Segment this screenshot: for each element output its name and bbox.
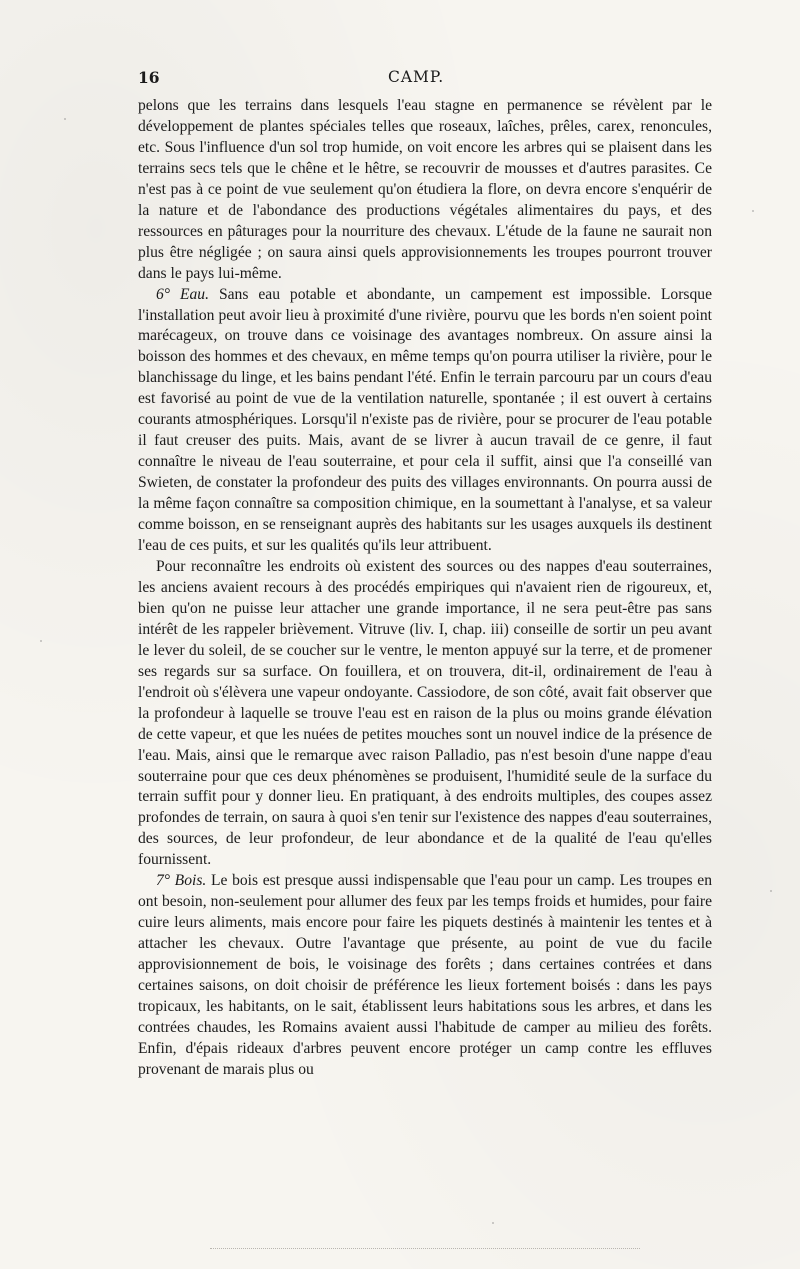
scan-speck bbox=[64, 118, 66, 120]
running-head: CAMP. bbox=[388, 68, 445, 86]
page-header bbox=[138, 68, 710, 94]
section-title-eau: 6° Eau. bbox=[156, 285, 209, 303]
paragraph-bois bbox=[138, 871, 712, 1081]
body-text bbox=[138, 96, 712, 1081]
paragraph-text: Le bois est presque aussi indispensable que l'eau pour un camp. Les troupes en ont besoin, non-seulement pour allumer des feux par les temps froids et humides, pour faire cuire leurs aliments, mais encore pour faire les piquets destinés à maintenir les tentes et à attacher les chevaux. Outre l'avantage que présente, au point de vue du facile approvisionnement de bois, le voisinage des forêts ; dans certaines contrées et dans certaines saisons, on doit choisir de préférence les lieux fortement boisés : dans les pays tropicaux, les habitants, on le sait, établissent leurs habitations sous les arbres, et dans les contrées chaudes, les Romains avaient aussi l'habitude de camper au milieu des forêts. Enfin, d'épais rideaux d'arbres peuvent encore protéger un camp contre les effluves provenant de marais plus ou bbox=[138, 872, 712, 1078]
scan-speck bbox=[752, 210, 754, 212]
paragraph-text: Sans eau potable et abondante, un campement est impossible. Lorsque l'installation peut avoir lieu à proximité d'une rivière, pourvu que les bords n'en soient point marécageux, on trouve dans ce voisinage des avantages nombreux. On assure ainsi la boisson des hommes et des chevaux, en même temps qu'on pourra utiliser la rivière, pour le blanchissage du linge, et les bains pendant l'été. Enfin le terrain parcouru par un cours d'eau est favorisé au point de vue de la ventilation naturelle, spontanée ; il est ouvert à certains courants atmosphériques. Lorsqu'il n'existe pas de rivière, pour se procurer de l'eau potable il faut creuser des puits. Mais, avant de se livrer à aucun travail de ce genre, il faut connaître le niveau de l'eau souterraine, et pour cela il suffit, ainsi que l'a conseillé van Swieten, de constater la profondeur des puits des villages environnants. On pourra aussi de la même façon connaître sa composition chimique, en la soumettant à l'analyse, et sa valeur comme boisson, en se renseignant auprès des habitants sur les usages auxquels ils destinent l'eau de ces puits, et sur les qualités qu'ils leur attribuent. bbox=[138, 285, 712, 555]
paragraph-sources bbox=[138, 557, 712, 871]
paragraph-text: pelons que les terrains dans lesquels l'eau stagne en permanence se révèlent par le développement de plantes spéciales telles que roseaux, laîches, prêles, carex, renoncules, etc. Sous l'influence d'un sol trop humide, on voit encore les arbres qui se plaisent dans les terrains secs tels que le chêne et le hêtre, se recouvrir de mousses et d'autres parasites. Ce n'est pas à ce point de vue seulement qu'on étudiera la flore, on devra encore s'enquérir de la nature et de l'abondance des productions végétales alimentaires du pays, et des ressources en pâturages pour la nourriture des chevaux. L'étude de la faune ne saurait non plus être négligée ; on saura ainsi quels approvisionnements les troupes pourront trouver dans le pays lui-même. bbox=[138, 97, 712, 282]
scan-footer-noise bbox=[210, 1248, 640, 1251]
page-number: 16 bbox=[138, 68, 160, 87]
scan-speck bbox=[770, 890, 772, 892]
scan-speck bbox=[492, 1222, 494, 1224]
scan-speck bbox=[40, 640, 42, 642]
paragraph-continuation bbox=[138, 96, 712, 285]
section-title-bois: 7° Bois. bbox=[156, 872, 207, 890]
paragraph-text: Pour reconnaître les endroits où existent des sources ou des nappes d'eau souterraines, les anciens avaient recours à des procédés empiriques qui n'avaient rien de rigoureux, et, bien qu'on ne puisse leur attacher une grande importance, il ne sera peut-être pas sans intérêt de les rappeler brièvement. Vitruve (liv. I, chap. iii) conseille de sortir un peu avant le lever du soleil, de se coucher sur le ventre, le menton appuyé sur la terre, et de promener ses regards sur sa surface. On fouillera, et on trouvera, dit-il, ordinairement de l'eau à l'endroit où s'élèvera une vapeur ondoyante. Cassiodore, de son côté, avait fait observer que la profondeur à laquelle se trouve l'eau est en raison de la plus ou moins grande élévation de cette vapeur, et que les nuées de petites mouches sont un nouvel indice de la présence de l'eau. Mais, ainsi que le remarque avec raison Palladio, pas n'est besoin d'une nappe d'eau souterraine pour que ces deux phénomènes se produisent, l'humidité seule de la surface du terrain suffit pour y donner lieu. En pratiquant, à des endroits multiples, des coupes assez profondes de terrain, on saura à quoi s'en tenir sur l'existence des nappes d'eau souterraines, des sources, de leur profondeur, de leur abondance et de la qualité de l'eau qu'elles fournissent. bbox=[138, 557, 712, 869]
paragraph-eau bbox=[138, 285, 712, 557]
